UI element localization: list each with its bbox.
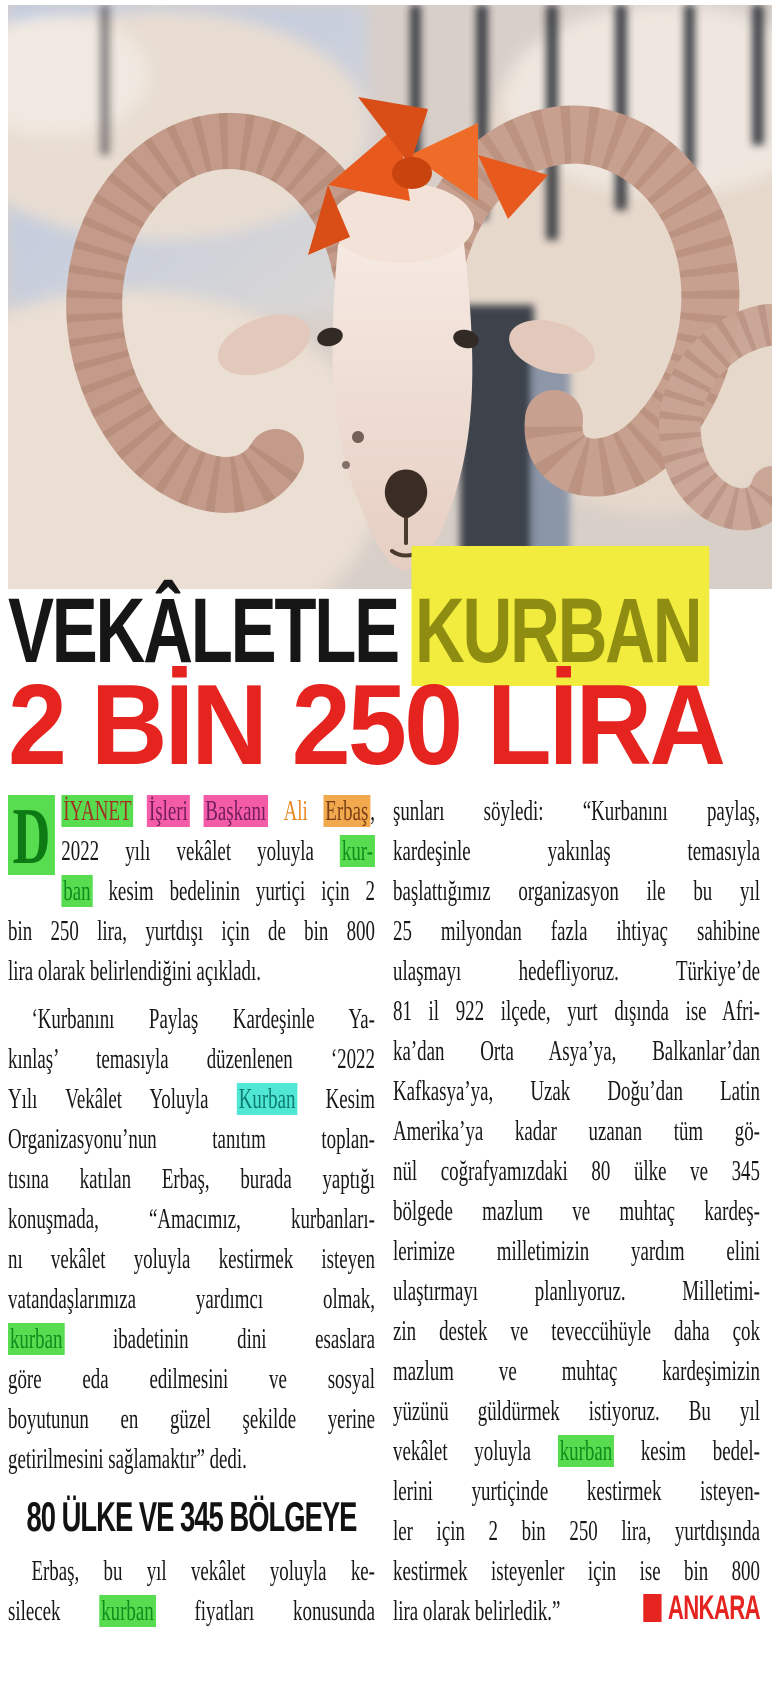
text-run: bin 250 lira, yurtdışı için de bin 800 [8, 915, 375, 947]
text-line [393, 1511, 760, 1551]
text-line [393, 1551, 760, 1591]
column-left [8, 791, 375, 1639]
text-run: lerini yurtiçinde kestirmek isteyen- [393, 1475, 760, 1507]
text-run: ler için 2 bin 250 lira, yurtdışında [393, 1515, 760, 1547]
text-run: kesim bedelinin yurtiçi için 2 [92, 875, 375, 907]
text-run: silecek [8, 1595, 100, 1627]
text-line [8, 1591, 375, 1631]
headline-block [8, 580, 772, 789]
highlighted-word: İYANET [63, 795, 132, 827]
text-line [393, 1191, 760, 1231]
column-right [393, 791, 760, 1639]
drop-cap: D [8, 795, 55, 875]
highlighted-word: Erbaş [325, 795, 369, 827]
text-line [393, 1071, 760, 1111]
text-line [393, 951, 760, 991]
highlighted-word: İşleri [148, 795, 188, 827]
text-run: ka’dan Orta Asya’ya, Balkanlar’dan [393, 1035, 760, 1067]
dateline [643, 1588, 760, 1628]
highlighted-word: Başkanı [205, 795, 267, 827]
text-run: bölgede mazlum ve muhtaç kardeş- [393, 1195, 760, 1227]
text-line [8, 1039, 375, 1079]
text-run: lerimize milletimizin yardım elini [393, 1235, 760, 1267]
text-line [8, 1159, 375, 1199]
text-line [393, 831, 760, 871]
headline-word-vekaletle: VEKÂLETLE [8, 580, 415, 682]
text-line [8, 999, 375, 1039]
text-run: kestirmek isteyenler için ise bin 800 [393, 1555, 760, 1587]
text-run: vatandaşlarımıza yardımcı olmak, [8, 1283, 375, 1315]
text-run: zin destek ve teveccühüyle daha çok [393, 1315, 760, 1347]
text-run: başlattığımız organizasyon ile bu yıl [393, 875, 760, 907]
highlighted-word: kur- [341, 835, 374, 867]
text-run: fiyatları konusunda [155, 1595, 375, 1627]
text-line [393, 1271, 760, 1311]
text-run: lira olarak belirlendiğini açıkladı. [8, 955, 261, 987]
text-line [393, 871, 760, 911]
text-line [8, 1079, 375, 1119]
text-line [8, 911, 375, 951]
headline-word-kurban-highlighted: KURBAN [414, 580, 701, 682]
text-run: nül coğrafyamızdaki 80 ülke ve 345 [393, 1155, 760, 1187]
text-run: 81 il 922 ilçede, yurt dışında ise Afri- [393, 995, 760, 1027]
text-line [393, 911, 760, 951]
text-line [8, 1359, 375, 1399]
text-run: konuşmada, “Amacımız, kurbanları- [8, 1203, 375, 1235]
highlighted-word: Ali [283, 795, 308, 827]
text-line [8, 1439, 375, 1479]
text-run: mazlum ve muhtaç kardeşimizin [393, 1355, 760, 1387]
text-run: Organizasyonu’nun tanıtım toplan- [8, 1123, 375, 1155]
text-run: şunları söyledi: “Kurbanını paylaş, [393, 795, 760, 827]
highlighted-word: kurban [559, 1435, 613, 1467]
text-line [8, 1239, 375, 1279]
text-run: 2022 yılı vekâlet yoluyla [61, 835, 340, 867]
text-run: Kafkasya’ya, Uzak Doğu’dan Latin [393, 1075, 760, 1107]
text-run: Kesim [297, 1083, 375, 1115]
dateline-city: ANKARA [667, 1589, 760, 1627]
text-line [8, 1279, 375, 1319]
text-line [8, 831, 375, 871]
paragraph [8, 1551, 375, 1631]
paragraph [393, 791, 760, 1631]
text-run: 25 milyondan fazla ihtiyaç sahibine [393, 915, 760, 947]
text-line [393, 1391, 760, 1431]
highlighted-word: kurban [101, 1595, 154, 1627]
highlighted-word: kurban [9, 1323, 63, 1355]
text-line [393, 1111, 760, 1151]
text-run: kesim bedel- [614, 1435, 760, 1467]
text-run: kardeşinle yakınlaş temasıyla [393, 835, 760, 867]
text-line [393, 791, 760, 831]
text-line [393, 1151, 760, 1191]
text-run: ‘Kurbanını Paylaş Kardeşinle Ya- [31, 1003, 375, 1035]
article-photo [8, 5, 772, 589]
text-run: vekâlet yoluyla [393, 1435, 558, 1467]
text-run: ibadetinin dini esaslara [64, 1323, 375, 1355]
text-run: lira olarak belirledik.” [393, 1595, 561, 1627]
text-line [393, 991, 760, 1031]
text-line [393, 1311, 760, 1351]
text-line [8, 1551, 375, 1591]
text-run: boyutunun en güzel şekilde yerine [8, 1403, 375, 1435]
text-run: göre eda edilmesini ve sosyal [8, 1363, 375, 1395]
paragraph [8, 999, 375, 1479]
text-run [310, 795, 324, 827]
text-line [393, 1471, 760, 1511]
text-run [268, 795, 282, 827]
column-right-text [393, 791, 760, 1631]
paragraph [8, 791, 375, 991]
column-left-text [8, 791, 375, 1631]
text-line [393, 1031, 760, 1071]
headline-line-1 [8, 580, 772, 682]
text-run: ulaştırmayı planlıyoruz. Milletimi- [393, 1275, 760, 1307]
text-line [393, 1231, 760, 1271]
text-run [133, 795, 147, 827]
text-run: Erbaş, bu yıl vekâlet yoluyla ke- [31, 1555, 375, 1587]
text-line [8, 1319, 375, 1359]
text-run: ulaşmayı hedefliyoruz. Türkiye’de [393, 955, 760, 987]
text-line [393, 1431, 760, 1471]
dateline-square-icon [643, 1594, 661, 1622]
text-line [8, 791, 375, 831]
text-run: , [370, 795, 375, 827]
text-run [190, 795, 204, 827]
text-run: tısına katılan Erbaş, burada yaptığı [8, 1163, 375, 1195]
text-run: getirilmesini sağlamaktır” dedi. [8, 1443, 247, 1475]
text-line [393, 1351, 760, 1391]
text-run: Amerika’ya kadar uzanan tüm gö- [393, 1115, 760, 1147]
text-run: kınlaş’ temasıyla düzenlenen ‘2022 [8, 1043, 375, 1075]
article-body [8, 791, 772, 1639]
text-run: yüzünü güldürmek istiyoruz. Bu yıl [393, 1395, 760, 1427]
text-line [393, 1591, 760, 1631]
text-run: nı vekâlet yoluyla kestirmek isteyen [8, 1243, 375, 1275]
text-line [8, 951, 375, 991]
headline-line-2 [8, 662, 772, 789]
text-run: Yılı Vekâlet Yoluyla [8, 1083, 237, 1115]
text-line [8, 1199, 375, 1239]
headline-price: 2 BİN 250 LİRA [8, 662, 724, 789]
highlighted-word: ban [63, 875, 91, 907]
highlighted-word: Kurban [238, 1083, 296, 1115]
text-line [8, 871, 375, 911]
ram-photo-illustration [8, 5, 772, 589]
subheadline: 80 ÜLKE VE 345 BÖLGEYE [26, 1493, 357, 1540]
text-line [8, 1399, 375, 1439]
text-line [8, 1119, 375, 1159]
